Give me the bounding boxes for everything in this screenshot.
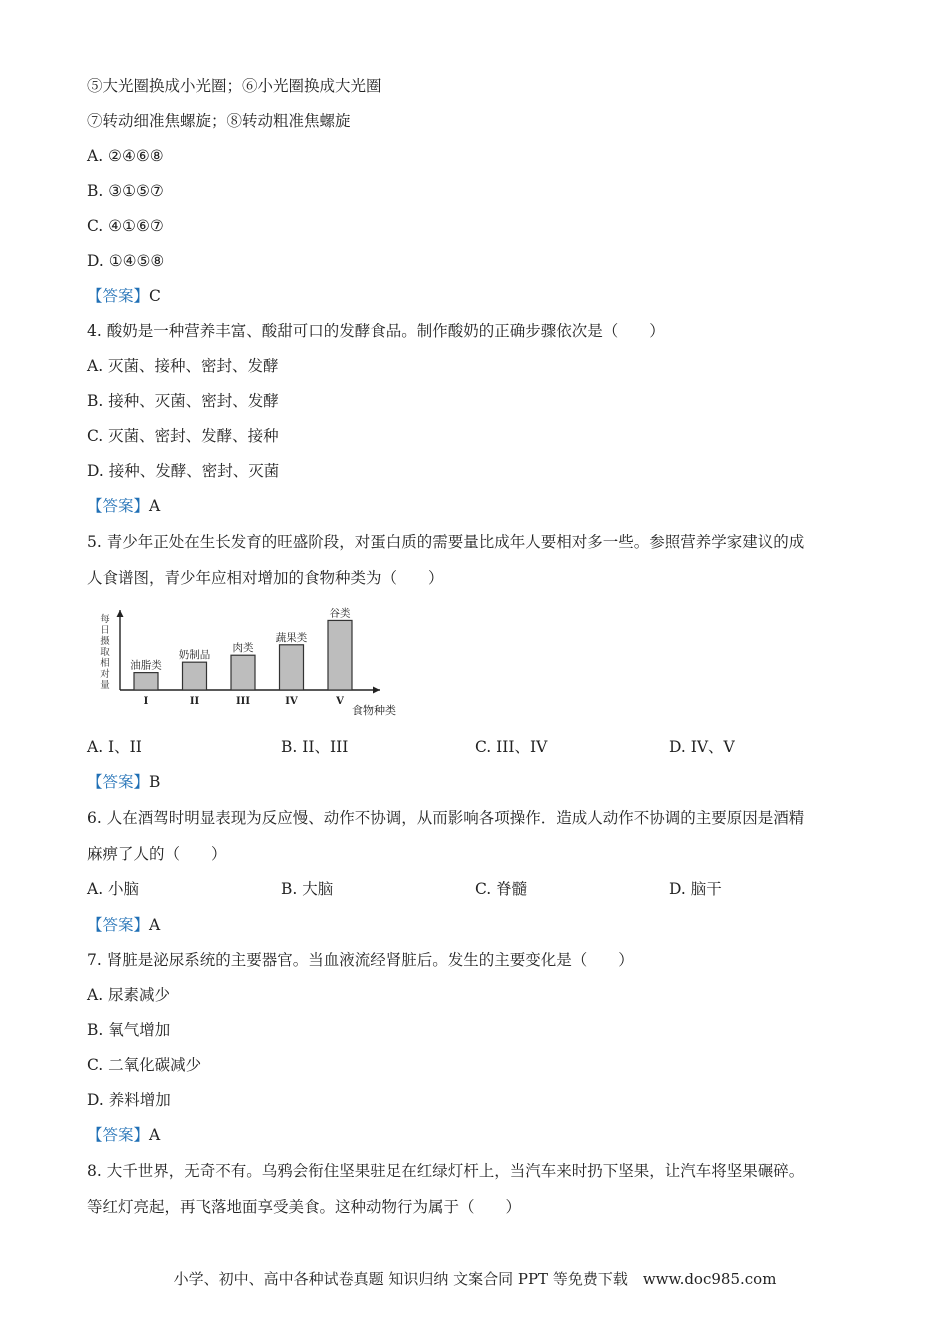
q4-option-c: C. 灭菌、密封、发酵、接种	[87, 427, 279, 445]
food-chart	[98, 606, 418, 721]
q8-stem-line1: 8. 大千世界，无奇不有。乌鸦会衔住坚果驻足在红绿灯杆上，当汽车来时扔下坚果，让汽车将坚果碾碎。	[87, 1162, 805, 1180]
q4-option-a: A. 灭菌、接种、密封、发酵	[87, 357, 279, 375]
q4-stem: 4. 酸奶是一种营养丰富、酸甜可口的发酵食品。制作酸奶的正确步骤依次是（ ）	[87, 322, 665, 340]
q5-option-b: B. II、III	[281, 738, 349, 756]
q3-answer	[87, 285, 161, 307]
q5-answer	[87, 771, 160, 793]
answer-value: C	[149, 287, 161, 305]
x-tick-label-3: III	[235, 696, 251, 707]
q6-answer	[87, 914, 160, 936]
q7-option-c: C. 二氧化碳减少	[87, 1056, 202, 1074]
bar-1	[134, 673, 158, 690]
x-tick-label-1: I	[143, 696, 149, 707]
q7-option-d: D. 养料增加	[87, 1091, 171, 1109]
q3-item-7-8: ⑦转动细准焦螺旋；⑧转动粗准焦螺旋	[87, 112, 351, 130]
q4-option-b: B. 接种、灭菌、密封、发酵	[87, 392, 279, 410]
q6-option-a: A. 小脑	[87, 880, 140, 898]
answer-label: 【答案】	[87, 773, 150, 791]
q7-stem: 7. 肾脏是泌尿系统的主要器官。当血液流经肾脏后。发生的主要变化是（ ）	[87, 951, 634, 969]
q6-stem-line2: 麻痹了人的（ ）	[87, 845, 227, 863]
bar-label-3: 肉类	[232, 642, 254, 655]
answer-value: A	[149, 1126, 161, 1144]
q5-option-c: C. III、IV	[475, 738, 548, 756]
q7-answer	[87, 1124, 160, 1146]
x-axis-label: 食物种类	[352, 704, 396, 717]
q6-option-c: C. 脊髓	[475, 880, 528, 898]
q8-stem-line2: 等红灯亮起，再飞落地面享受美食。这种动物行为属于（ ）	[87, 1198, 522, 1216]
q3-option-c: C. ④①⑥⑦	[87, 217, 164, 235]
q3-option-b: B. ③①⑤⑦	[87, 182, 164, 200]
x-tick-label-2: II	[189, 696, 200, 707]
answer-value: A	[149, 916, 161, 934]
q5-option-d: D. IV、V	[669, 738, 735, 756]
bar-label-1: 油脂类	[130, 659, 162, 672]
answer-label: 【答案】	[87, 287, 150, 305]
chart-ylabel: 每日摄取相对量	[100, 614, 110, 691]
q3-option-a: A. ②④⑥⑧	[87, 147, 164, 165]
y-axis-arrow	[117, 610, 124, 617]
q6-option-d: D. 脑干	[669, 880, 722, 898]
bar-5	[328, 620, 352, 690]
q4-option-d: D. 接种、发酵、密封、灭菌	[87, 462, 280, 480]
q5-stem-line1: 5. 青少年正处在生长发育的旺盛阶段，对蛋白质的需要量比成年人要相对多一些。参照营养学家建议的成	[87, 533, 805, 551]
bar-3	[231, 655, 255, 690]
q5-stem-line2: 人食谱图，青少年应相对增加的食物种类为（ ）	[87, 569, 444, 587]
x-tick-label-5: V	[336, 696, 344, 707]
q5-option-a: A. I、II	[87, 738, 142, 756]
chart-svg	[98, 606, 418, 721]
answer-label: 【答案】	[87, 1126, 150, 1144]
x-tick-label-4: IV	[285, 696, 298, 707]
q7-option-b: B. 氧气增加	[87, 1021, 171, 1039]
q3-item-5-6: ⑤大光圈换成小光圈；⑥小光圈换成大光圈	[87, 77, 382, 95]
x-axis-arrow	[373, 687, 380, 694]
q6-stem-line1: 6. 人在酒驾时明显表现为反应慢、动作不协调，从而影响各项操作．造成人动作不协调的主要原因是酒精	[87, 809, 805, 827]
q4-answer	[87, 495, 160, 517]
answer-value: B	[149, 773, 161, 791]
answer-label: 【答案】	[87, 916, 150, 934]
bar-label-5: 谷类	[329, 607, 351, 620]
q3-option-d: D. ①④⑤⑧	[87, 252, 165, 270]
q7-option-a: A. 尿素减少	[87, 986, 171, 1004]
answer-label: 【答案】	[87, 497, 150, 515]
bar-label-2: 奶制品	[178, 649, 211, 662]
answer-value: A	[149, 497, 161, 515]
bar-label-4: 蔬果类	[275, 631, 308, 644]
bar-4	[280, 645, 304, 690]
bar-2	[183, 662, 207, 690]
q6-option-b: B. 大脑	[281, 880, 334, 898]
page-footer: 小学、初中、高中各种试卷真题 知识归纳 文案合同 PPT 等免费下载 www.doc985.com	[173, 1270, 777, 1288]
